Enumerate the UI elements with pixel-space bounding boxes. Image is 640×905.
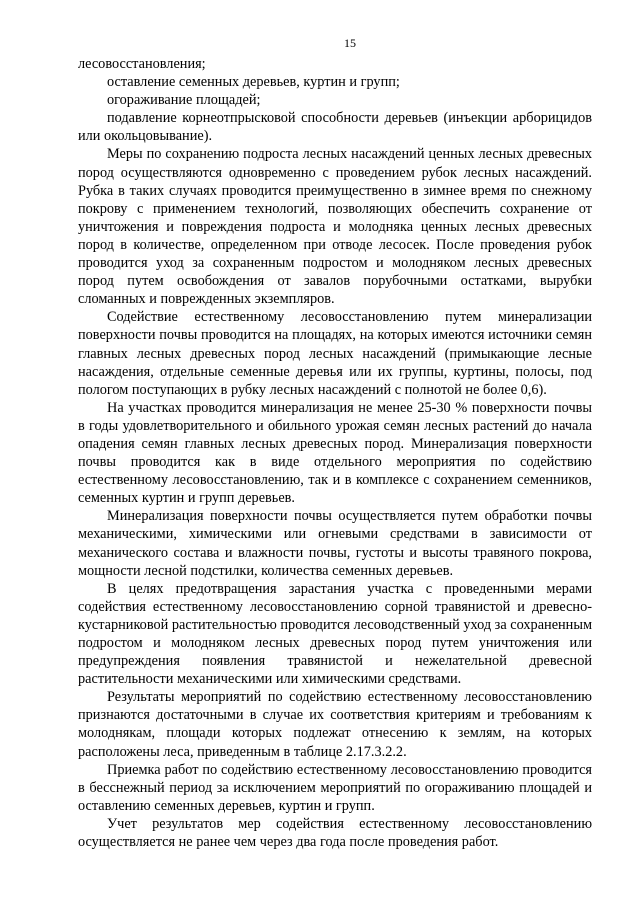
paragraph: лесовосстановления; [78,56,206,72]
paragraph: Приемка работ по содействию естественному лесовосстановлению проводится в бесснежный период за исключением мероприятий по огораживанию площадей и оставлению семенных деревьев, куртин и групп. [78,761,592,814]
paragraph: Минерализация поверхности почвы осуществляется путем обработки почвы механическими, химическими или огневыми средствами в зависимости от механического состава и влажности почвы, густоты и высоты травяного покрова, мощности лесной подстилки, количества семенных деревьев. [78,508,592,579]
page-number: 15 [344,36,356,50]
body-text [78,55,592,851]
paragraph: На участках проводится минерализация не менее 25-30 % поверхности почвы в годы удовлетворительного и обильного урожая семян лесных растений до начала опадения семян главных лесных древесных пород. Минерализация поверхности почвы проводится как в виде отдельного мероприятия по содействию естественному лесовосстановлению, так и в комплексе с сохранением семенников, семенных куртин и групп деревьев. [78,399,592,507]
paragraph: Результаты мероприятий по содействию естественному лесовосстановлению признаются достаточными в случае их соответствия критериям и требованиям к молоднякам, площади которых подлежат отнесению к землям, на которых расположены леса, приведенным в таблице 2.17.3.2.2. [78,689,592,760]
paragraph: подавление корнеотпрысковой способности деревьев (инъекции арборицидов или окольцовывание). [78,110,592,145]
paragraph: огораживание площадей; [107,92,261,109]
paragraph: Содействие естественному лесовосстановлению путем минерализации поверхности почвы проводится на площадях, на которых имеются источники семян главных лесных древесных пород лесных насаждений (примыкающие лесные насаждения, отдельные семенные деревья или их группы, куртины, полосы, под пологом поступающих в рубку лесных насаждений с полнотой не более 0,6). [78,309,592,398]
paragraph: В целях предотвращения зарастания участка с проведенными мерами содействия естественному лесовосстановлению сорной травянистой и древесно-кустарниковой растительностью проводится лесоводственный уход за сохраненным подростом и молодняком лесных древесных пород путем уничтожения или предупреждения появления травянистой и нежелательной древесной растительности механическими или химическими средствами. [78,580,592,688]
paragraph: оставление семенных деревьев, куртин и групп; [107,74,400,91]
paragraph: Учет результатов мер содействия естественному лесовосстановлению осуществляется не ранее чем через два года после проведения работ. [78,815,592,851]
paragraph: Меры по сохранению подроста лесных насаждений ценных лесных древесных пород осуществляются одновременно с проведением рубок лесных насаждений. Рубка в таких случаях проводится преимущественно в зимнее время по снежному покрову с применением технологий, позволяющих обеспечить сохранение от уничтожения и повреждения подроста и молодняка ценных лесных древесных пород в количестве, определенном при отводе лесосек. После проведения рубок проводится уход за сохраненным подростом и молодняком лесных древесных пород путем освобождения от завалов порубочными остатками, вырубки сломанных и поврежденных экземпляров. [78,146,592,308]
